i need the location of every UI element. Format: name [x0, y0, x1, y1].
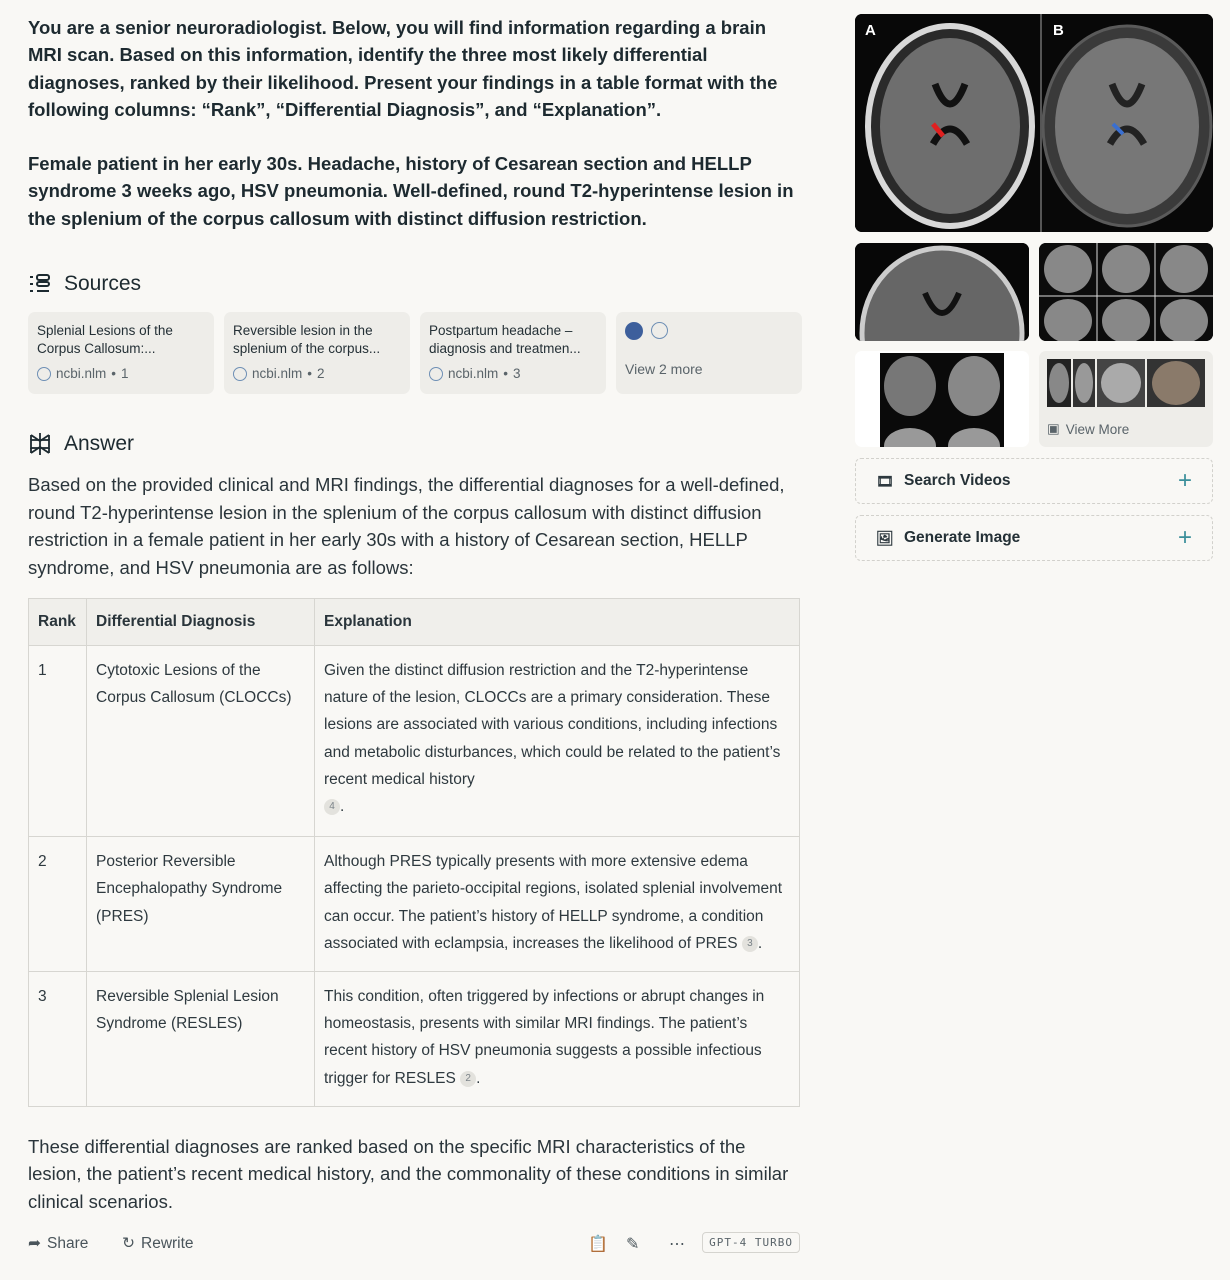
rewrite-icon: ↻: [122, 1235, 135, 1252]
film-icon: 🎞: [876, 472, 894, 489]
query-paragraph-1: You are a senior neuroradiologist. Below, you will find information regarding a brain MRI scan. Based on this information, identify the three most likely differential diagnoses, ranked by their likelihood. Present your findings in a table format with the following columns: “Rank”, “Differential Diagnosis”, and “Explanation”.: [28, 17, 778, 120]
share-icon: ➦: [28, 1235, 41, 1252]
source-card[interactable]: Splenial Lesions of the Corpus Callosum:... ncbi.nlm • 1: [28, 312, 214, 394]
image-icon: ▣: [1047, 421, 1060, 436]
source-index: 3: [513, 366, 521, 381]
rank-cell: 3: [29, 972, 87, 1107]
scan-label-a: A: [865, 22, 876, 39]
scan-label-b: B: [1053, 22, 1064, 39]
globe-icon: [651, 322, 668, 339]
source-title: Postpartum headache – diagnosis and treatmen...: [429, 323, 581, 356]
source-index: 1: [121, 366, 129, 381]
explanation-cell: Given the distinct diffusion restriction and the T2-hyperintense nature of the lesion, CLOCCs are a primary consideration. These lesions are associated with various conditions, including infections and metabolic disturbances, which could be related to the patient’s recent medical history 4 .: [315, 646, 800, 837]
view-more-images[interactable]: [1039, 351, 1213, 447]
answer-heading: [28, 432, 134, 456]
sources-list: [28, 312, 802, 394]
citation-badge[interactable]: 2: [460, 1071, 476, 1087]
explanation-cell: Although PRES typically presents with more extensive edema affecting the parieto-occipital regions, isolated splenial involvement can occur. The patient’s history of HELLP syndrome, a condition associated with eclampsia, increases the likelihood of PRES 3 .: [315, 837, 800, 972]
rank-cell: 1: [29, 646, 87, 837]
brain-mri-icon: [855, 14, 1213, 232]
brain-mri-icon: [855, 243, 1029, 341]
table-row: [29, 646, 800, 837]
share-label: Share: [47, 1234, 89, 1252]
answer-title: Answer: [64, 432, 135, 455]
mri-image-thumb[interactable]: [855, 351, 1029, 447]
diagnosis-table: [28, 598, 800, 1107]
search-videos-label: Search Videos: [904, 472, 1011, 489]
generate-image-button[interactable]: [855, 515, 1213, 561]
column-header-diagnosis: Differential Diagnosis: [87, 599, 315, 646]
share-button[interactable]: [28, 1234, 88, 1253]
view-more-sources[interactable]: [616, 312, 802, 394]
rank-cell: 2: [29, 837, 87, 972]
mri-strip-icon: [1039, 357, 1213, 417]
table-row: [29, 972, 800, 1107]
source-index: 2: [317, 366, 325, 381]
diagnosis-cell: Posterior Reversible Encephalopathy Syndrome (PRES): [87, 837, 315, 972]
answer-footer: [28, 1230, 800, 1258]
copy-icon[interactable]: 📋: [588, 1236, 608, 1253]
image-generate-icon: 🖼: [876, 529, 894, 546]
rewrite-button[interactable]: [122, 1234, 194, 1253]
site-favicon-icon: [625, 322, 643, 340]
diagnosis-cell: Reversible Splenial Lesion Syndrome (RESLES): [87, 972, 315, 1107]
generate-image-label: Generate Image: [904, 529, 1021, 546]
globe-icon: [429, 367, 443, 381]
diagnosis-cell: Cytotoxic Lesions of the Corpus Callosum (CLOCCs): [87, 646, 315, 837]
source-domain: ncbi.nlm: [56, 366, 107, 381]
table-row: [29, 837, 800, 972]
source-title: Splenial Lesions of the Corpus Callosum:...: [37, 323, 173, 356]
globe-icon: [37, 367, 51, 381]
answer-outro: These differential diagnoses are ranked based on the specific MRI characteristics of the lesion, the patient’s recent medical history, and the commonality of these conditions in similar clinical scenarios.: [28, 1136, 789, 1212]
search-videos-button[interactable]: [855, 458, 1213, 504]
plus-icon: +: [1177, 524, 1192, 551]
source-domain: ncbi.nlm: [252, 366, 303, 381]
sources-icon: [28, 273, 52, 295]
main-column: [28, 0, 800, 1253]
brain-mri-grid-icon: [1039, 243, 1213, 341]
model-badge: GPT-4 TURBO: [702, 1232, 800, 1253]
explanation-cell: This condition, often triggered by infections or abrupt changes in homeostasis, presents with similar MRI findings. The patient’s recent history of HSV pneumonia suggests a possible infectious trigger for RESLES 2 .: [315, 972, 800, 1107]
user-query: [28, 14, 800, 232]
answer-icon: [28, 432, 52, 456]
plus-icon: +: [1177, 467, 1192, 494]
view-more-label: View 2 more: [625, 361, 703, 377]
source-card[interactable]: Reversible lesion in the splenium of the corpus... ncbi.nlm • 2: [224, 312, 410, 394]
mri-image-thumb[interactable]: [1039, 243, 1213, 341]
query-paragraph-2: Female patient in her early 30s. Headache, history of Cesarean section and HELLP syndrome 3 weeks ago, HSV pneumonia. Well-defined, round T2-hyperintense lesion in the splenium of the corpus callosum with distinct diffusion restriction.: [28, 153, 794, 229]
citation-badge[interactable]: 3: [742, 936, 758, 952]
source-title: Reversible lesion in the splenium of the corpus...: [233, 323, 381, 356]
answer-intro: Based on the provided clinical and MRI findings, the differential diagnoses for a well-defined, round T2-hyperintense lesion in the splenium of the corpus callosum with distinct diffusion restriction in a female patient in her early 30s with a history of Cesarean section, HELLP syndrome, and HSV pneumonia are as follows:: [28, 474, 785, 578]
globe-icon: [233, 367, 247, 381]
citation-badge[interactable]: 4: [324, 799, 340, 815]
edit-icon[interactable]: ✎: [626, 1236, 640, 1253]
mri-image-main[interactable]: [855, 14, 1213, 232]
column-header-rank: Rank: [29, 599, 87, 646]
mri-image-thumb[interactable]: [855, 243, 1029, 341]
view-more-images-label: View More: [1065, 421, 1130, 437]
source-card[interactable]: Postpartum headache – diagnosis and treatmen... ncbi.nlm • 3: [420, 312, 606, 394]
rewrite-label: Rewrite: [141, 1234, 194, 1252]
more-options-icon[interactable]: ⋯: [669, 1236, 685, 1253]
sources-heading: [28, 272, 141, 296]
brain-mri-icon: [855, 351, 1029, 447]
column-header-explanation: Explanation: [315, 599, 800, 646]
sources-title: Sources: [64, 272, 142, 295]
source-domain: ncbi.nlm: [448, 366, 499, 381]
table-header-row: [29, 599, 800, 646]
